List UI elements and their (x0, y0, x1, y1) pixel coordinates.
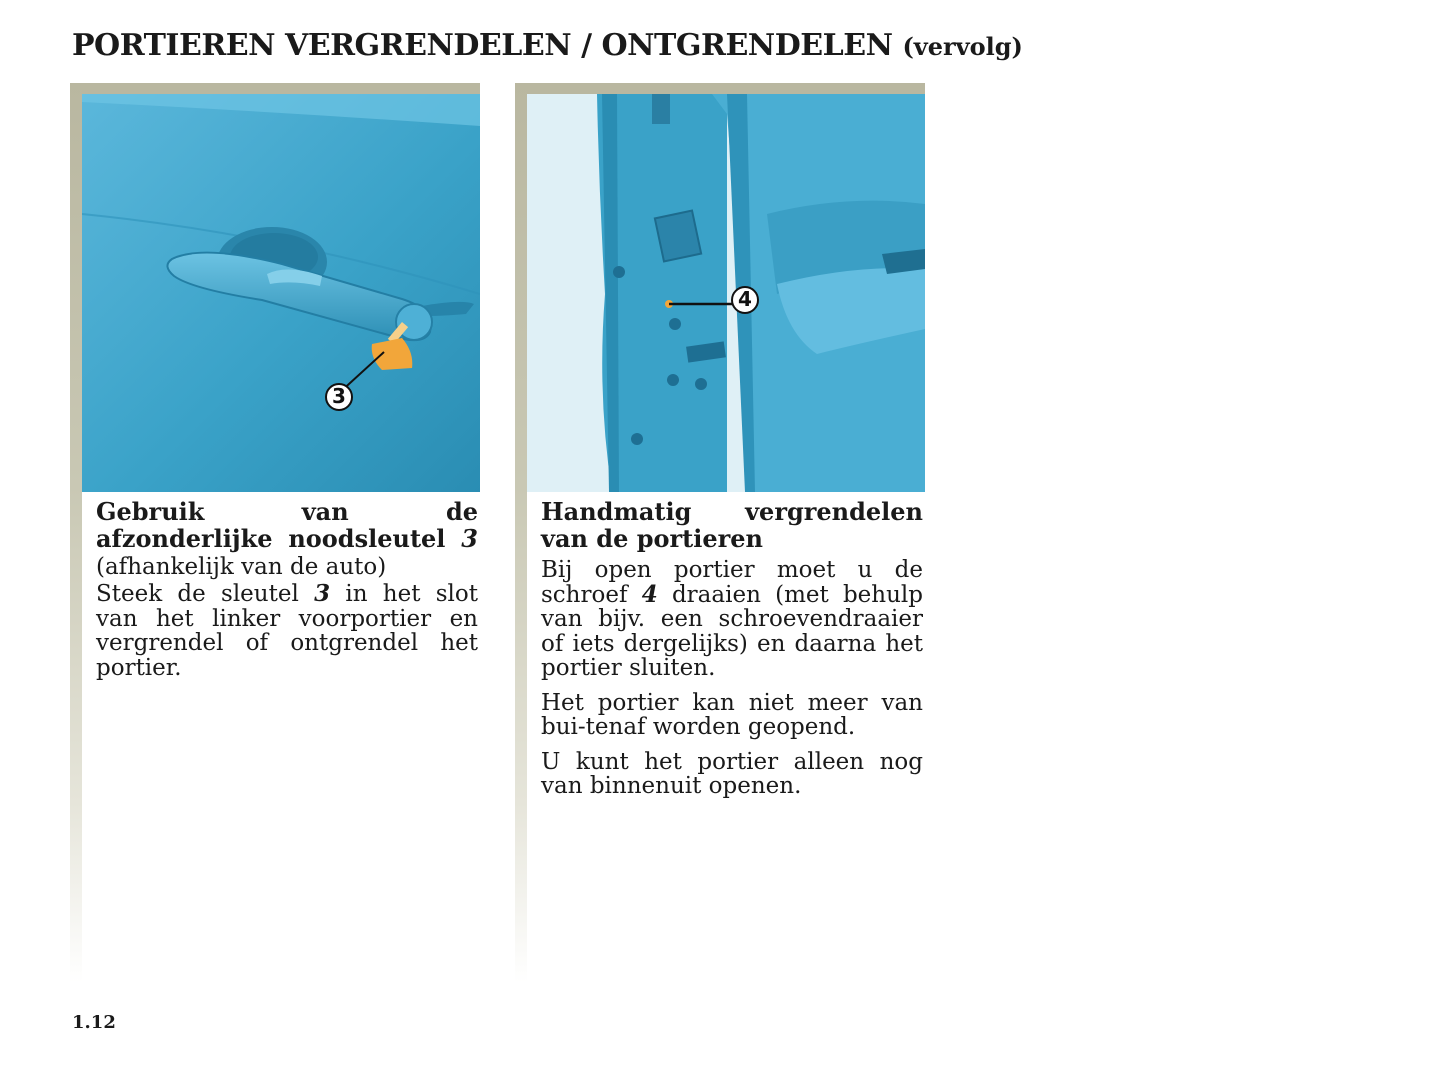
door-frame-drawing (527, 94, 925, 492)
left-text-block (96, 498, 478, 690)
left-heading (96, 498, 478, 581)
door-handle-illustration (82, 94, 480, 492)
left-heading-bold: Gebruik van de afzonderlijke noodsleutel (96, 497, 478, 553)
left-paragraph-1-end: in het slot van het linker voorportier en vergrendel of ontgrendel het portier. (96, 581, 478, 681)
left-paragraph-1-start: Steek de sleutel (96, 581, 299, 607)
left-paragraph-1 (96, 582, 478, 680)
page-title-suffix: (vervolg) (902, 32, 1023, 61)
right-paragraph-1 (541, 558, 923, 681)
callout-3-label: 3 (332, 384, 346, 408)
left-heading-plain: (afhankelijk van de auto) (96, 554, 387, 580)
right-paragraph-1-start: Bij open portier moet u de schroef (541, 557, 923, 608)
page-title-main: PORTIEREN VERGRENDELEN / ONTGRENDELEN (72, 28, 893, 63)
right-paragraph-3: U kunt het portier alleen nog van binnenuit openen. (541, 748, 923, 799)
door-lock-screw-illustration (527, 94, 925, 492)
right-column-top-bar (515, 83, 925, 94)
left-column (70, 83, 480, 983)
left-column-side-bar (70, 83, 82, 983)
left-paragraph-1-ref: 3 (314, 580, 331, 607)
callout-4-label: 4 (738, 287, 752, 311)
page-title (72, 28, 1023, 63)
right-heading: Handmatig vergrendelen van de portieren (541, 497, 923, 553)
door-handle-drawing (82, 94, 480, 492)
page-number: 1.12 (72, 1012, 116, 1033)
left-column-top-bar (70, 83, 480, 94)
right-column-side-bar (515, 83, 527, 983)
right-column (515, 83, 925, 983)
left-heading-ref: 3 (461, 524, 478, 553)
right-paragraph-1-end: draaien (met behulp van bijv. een schroevendraaier of iets dergelijks) en daarna het portier sluiten. (541, 581, 924, 681)
right-text-block (541, 498, 923, 809)
right-paragraph-1-ref: 4 (641, 580, 658, 608)
right-paragraph-2: Het portier kan niet meer van bui-tenaf worden geopend. (541, 689, 923, 740)
